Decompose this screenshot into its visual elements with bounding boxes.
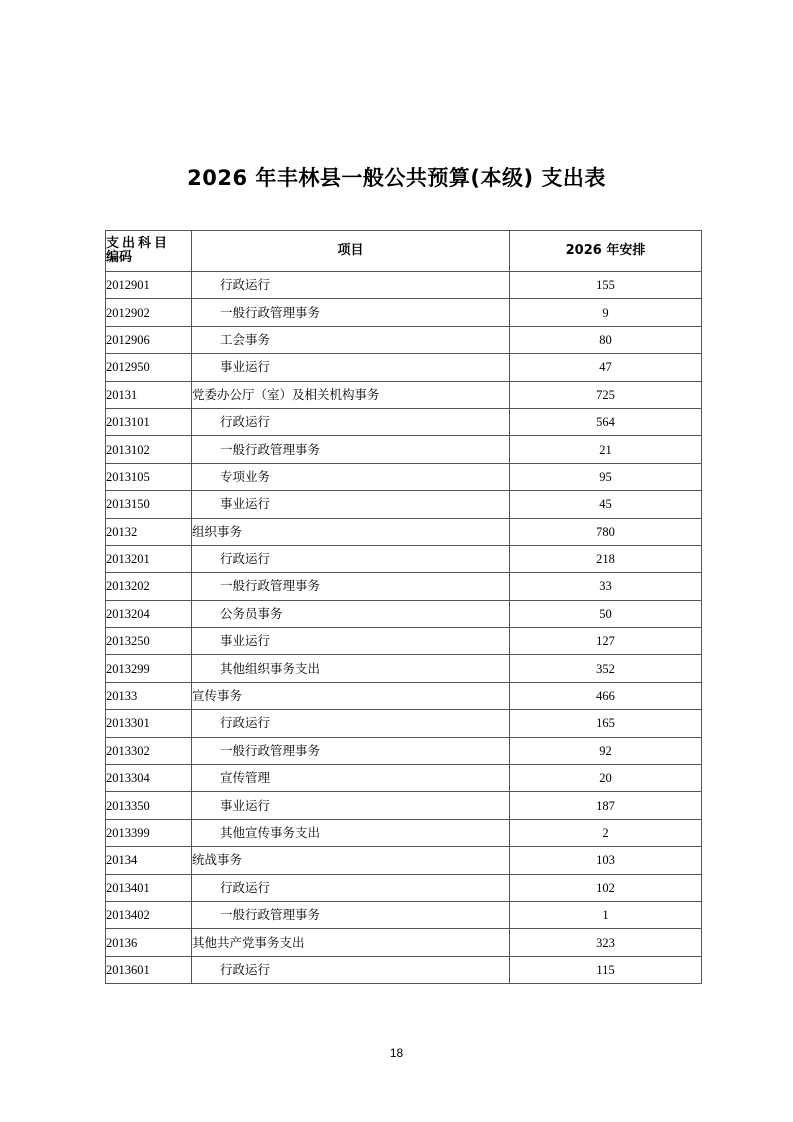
cell-code: 2013301 (106, 710, 192, 737)
cell-item-name: 一般行政管理事务 (192, 436, 510, 463)
cell-amount: 187 (510, 792, 702, 819)
cell-amount: 103 (510, 847, 702, 874)
column-header-amount: 2026 年安排 (510, 231, 702, 272)
cell-code: 20136 (106, 929, 192, 956)
table-row (106, 408, 702, 435)
cell-amount: 127 (510, 628, 702, 655)
cell-code: 2012906 (106, 326, 192, 353)
cell-item-name: 其他共产党事务支出 (192, 929, 510, 956)
cell-item-name: 一般行政管理事务 (192, 737, 510, 764)
cell-code: 2013204 (106, 600, 192, 627)
column-header-code (106, 231, 192, 272)
cell-code: 20132 (106, 518, 192, 545)
cell-item-name: 行政运行 (192, 545, 510, 572)
cell-code: 2013105 (106, 463, 192, 490)
cell-item-name: 一般行政管理事务 (192, 573, 510, 600)
column-header-code-line2: 编码 (106, 250, 133, 265)
table-row (106, 381, 702, 408)
cell-amount: 9 (510, 299, 702, 326)
cell-item-name: 宣传管理 (192, 765, 510, 792)
table-header-row (106, 231, 702, 272)
cell-code: 20131 (106, 381, 192, 408)
cell-code: 2012950 (106, 354, 192, 381)
cell-item-name: 事业运行 (192, 792, 510, 819)
cell-code: 2013401 (106, 874, 192, 901)
cell-item-name: 行政运行 (192, 956, 510, 983)
cell-item-name: 一般行政管理事务 (192, 299, 510, 326)
cell-code: 2013202 (106, 573, 192, 600)
cell-amount: 47 (510, 354, 702, 381)
table-row (106, 436, 702, 463)
cell-item-name: 专项业务 (192, 463, 510, 490)
column-header-name: 项目 (192, 231, 510, 272)
table-row (106, 737, 702, 764)
cell-amount: 2 (510, 819, 702, 846)
table-row (106, 463, 702, 490)
cell-code: 20134 (106, 847, 192, 874)
cell-item-name: 其他宣传事务支出 (192, 819, 510, 846)
cell-item-name: 其他组织事务支出 (192, 655, 510, 682)
cell-amount: 102 (510, 874, 702, 901)
cell-amount: 115 (510, 956, 702, 983)
cell-amount: 33 (510, 573, 702, 600)
cell-amount: 21 (510, 436, 702, 463)
cell-amount: 92 (510, 737, 702, 764)
cell-item-name: 事业运行 (192, 354, 510, 381)
cell-item-name: 工会事务 (192, 326, 510, 353)
table-row (106, 272, 702, 299)
cell-code: 2013101 (106, 408, 192, 435)
cell-item-name: 行政运行 (192, 874, 510, 901)
cell-code: 2013402 (106, 901, 192, 928)
table-row (106, 710, 702, 737)
cell-amount: 564 (510, 408, 702, 435)
cell-amount: 95 (510, 463, 702, 490)
table-row (106, 491, 702, 518)
cell-amount: 352 (510, 655, 702, 682)
table-row (106, 573, 702, 600)
cell-code: 2012902 (106, 299, 192, 326)
table-row (106, 600, 702, 627)
page-title: 2026 年丰林县一般公共预算(本级) 支出表 (187, 166, 606, 190)
table-row (106, 956, 702, 983)
table-row (106, 765, 702, 792)
cell-item-name: 宣传事务 (192, 682, 510, 709)
cell-amount: 466 (510, 682, 702, 709)
column-header-code-line1: 支出科目 (106, 236, 171, 251)
table-row (106, 874, 702, 901)
cell-code: 2013250 (106, 628, 192, 655)
cell-amount: 1 (510, 901, 702, 928)
table-row (106, 819, 702, 846)
table-row (106, 628, 702, 655)
cell-amount: 323 (510, 929, 702, 956)
table-row (106, 682, 702, 709)
table-row (106, 901, 702, 928)
table-row (106, 299, 702, 326)
cell-item-name: 事业运行 (192, 628, 510, 655)
budget-table (105, 230, 702, 984)
cell-item-name: 公务员事务 (192, 600, 510, 627)
cell-amount: 218 (510, 545, 702, 572)
cell-code: 20133 (106, 682, 192, 709)
cell-item-name: 行政运行 (192, 272, 510, 299)
cell-code: 2013150 (106, 491, 192, 518)
table-row (106, 326, 702, 353)
table-body (106, 272, 702, 984)
cell-code: 2013304 (106, 765, 192, 792)
table-row (106, 518, 702, 545)
cell-amount: 165 (510, 710, 702, 737)
cell-code: 2012901 (106, 272, 192, 299)
cell-amount: 80 (510, 326, 702, 353)
table-row (106, 847, 702, 874)
cell-item-name: 事业运行 (192, 491, 510, 518)
cell-code: 2013299 (106, 655, 192, 682)
cell-item-name: 行政运行 (192, 710, 510, 737)
cell-code: 2013302 (106, 737, 192, 764)
cell-item-name: 行政运行 (192, 408, 510, 435)
cell-item-name: 一般行政管理事务 (192, 901, 510, 928)
cell-code: 2013350 (106, 792, 192, 819)
cell-item-name: 组织事务 (192, 518, 510, 545)
cell-code: 2013399 (106, 819, 192, 846)
cell-amount: 20 (510, 765, 702, 792)
cell-code: 2013102 (106, 436, 192, 463)
page-number: 18 (389, 1046, 404, 1060)
table-row (106, 545, 702, 572)
cell-amount: 725 (510, 381, 702, 408)
table-row (106, 792, 702, 819)
cell-amount: 50 (510, 600, 702, 627)
table-row (106, 354, 702, 381)
cell-item-name: 统战事务 (192, 847, 510, 874)
cell-code: 2013601 (106, 956, 192, 983)
table-row (106, 929, 702, 956)
cell-code: 2013201 (106, 545, 192, 572)
cell-item-name: 党委办公厅（室）及相关机构事务 (192, 381, 510, 408)
cell-amount: 155 (510, 272, 702, 299)
cell-amount: 45 (510, 491, 702, 518)
table-row (106, 655, 702, 682)
cell-amount: 780 (510, 518, 702, 545)
